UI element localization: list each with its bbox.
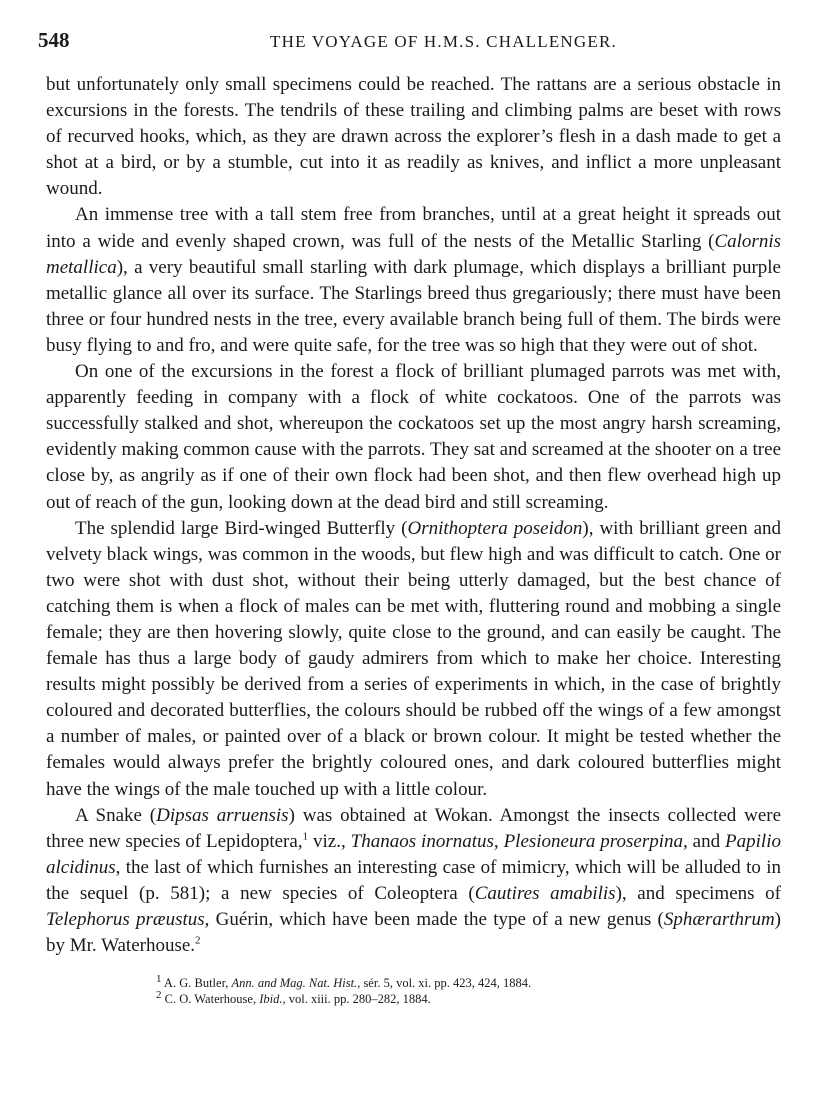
text-run: ) was obtained at Wokan. Amongst the insects collected were three new species of Lepidoptera, bbox=[46, 804, 782, 852]
footnotes bbox=[46, 975, 781, 1007]
text-run: A. G. Butler, bbox=[161, 976, 232, 991]
italic-term: Ann. and Mag. Nat. Hist. bbox=[231, 976, 358, 991]
italic-term: Papilio alcidinus bbox=[46, 830, 781, 878]
footnote-marker: 1 bbox=[156, 973, 162, 986]
text-run: , the last of which furnishes an interesting case of mimicry, which will be alluded to in the sequel (p. 581); a new species of Coleoptera ( bbox=[46, 856, 781, 904]
paragraph bbox=[46, 359, 781, 516]
paragraph bbox=[46, 516, 781, 803]
paragraph bbox=[46, 803, 781, 960]
paragraph bbox=[46, 72, 781, 202]
footnote-marker: 2 bbox=[195, 934, 201, 947]
footnote-marker: 2 bbox=[156, 989, 162, 1002]
italic-term: Calornis metallica bbox=[46, 230, 781, 278]
italic-term: Ibid. bbox=[259, 992, 283, 1007]
text-run: ), and specimens of bbox=[615, 882, 782, 904]
page-number: 548 bbox=[38, 28, 70, 52]
text-run: An immense tree with a tall stem free from branches, until at a great height it spreads out into a wide and evenly shaped crown, was full of the nests of the Metallic Starling ( bbox=[46, 204, 781, 252]
body-text bbox=[46, 72, 781, 959]
text-run: viz., bbox=[308, 830, 351, 852]
text-run: but unfortunately only small specimens could be reached. The rattans are a serious obstacle in excursions in the forests. The tendrils of these trailing and climbing palms are beset with rows of recurved hooks, which, as they are drawn across the explorer’s flesh in a dash made to get a shot at a bird, or by a stumble, cut into it as readily as knives, and inflict a more unpleasant wound. bbox=[46, 74, 781, 200]
italic-term: Telephorus præustus bbox=[46, 909, 205, 930]
text-run: C. O. Waterhouse, bbox=[161, 992, 260, 1007]
text-run: ), with brilliant green and velvety black wings, was common in the woods, but flew high and was difficult to catch. One or two were shot with dust shot, without their being utterly damaged, but the best chance of catching them is when a flock of males can be met with, fluttering round and mobbing a single female; they are then hovering slowly, quite close to the ground, and can easily be caught. The female has thus a large body of gaudy admirers from which to make her choice. Interesting results might possibly be derived from a series of experiments in which, in the case of brightly coloured and decorated butterflies, the colours should be rubbed off the wings of a few amongst a number of males, or painted over of a black or brown colour. It might be tested whether the females would always prefer the brightly coloured ones, and dark coloured butterflies might have the wings of the male touched up with a little colour. bbox=[46, 517, 782, 800]
text-run: , vol. xiii. pp. 280–282, 1884. bbox=[282, 992, 431, 1007]
running-title: THE VOYAGE OF H.M.S. CHALLENGER. bbox=[270, 32, 617, 51]
footnote bbox=[156, 975, 781, 991]
text-run: A Snake ( bbox=[75, 804, 157, 826]
page-header bbox=[38, 26, 781, 56]
paragraph bbox=[46, 202, 781, 359]
text-run: ) by Mr. Waterhouse. bbox=[46, 909, 781, 957]
text-run: , sér. 5, vol. xi. pp. 423, 424, 1884. bbox=[357, 976, 532, 991]
italic-term: Thanaos inornatus, Plesioneura proserpina, bbox=[350, 830, 688, 852]
text-run: The splendid large Bird-winged Butterfly ( bbox=[75, 517, 408, 539]
italic-term: Dipsas arruensis bbox=[156, 804, 289, 826]
text-run: , Guérin, which have been made the type of a new genus ( bbox=[204, 909, 664, 930]
italic-term: Sphærarthrum bbox=[663, 909, 775, 930]
italic-term: Ornithoptera poseidon bbox=[407, 517, 583, 539]
text-run: ), a very beautiful small starling with dark plumage, which displays a brilliant purple metallic glance all over its surface. The Starlings breed thus gregariously; there must have been three or four hundred nests in the tree, every available branch being full of them. The birds were busy flying to and fro, and were quite safe, for the tree was so high that they were out of shot. bbox=[46, 256, 781, 356]
italic-term: Cautires amabilis bbox=[474, 882, 616, 904]
text-run: and bbox=[687, 830, 726, 852]
text-run: On one of the excursions in the forest a flock of brilliant plumaged parrots was met with, apparently feeding in company with a flock of white cockatoos. One of the parrots was successfully stalked and shot, whereupon the cockatoos set up the most angry harsh screaming, evidently making common cause with the parrots. They sat and screamed at the shooter on a tree close by, as angrily as if one of their own flock had been shot, and then flew overhead high up out of reach of the gun, looking down at the dead bird and still screaming. bbox=[46, 361, 781, 513]
footnote bbox=[156, 991, 781, 1007]
footnote-marker: 1 bbox=[302, 830, 309, 843]
page bbox=[38, 26, 782, 1007]
